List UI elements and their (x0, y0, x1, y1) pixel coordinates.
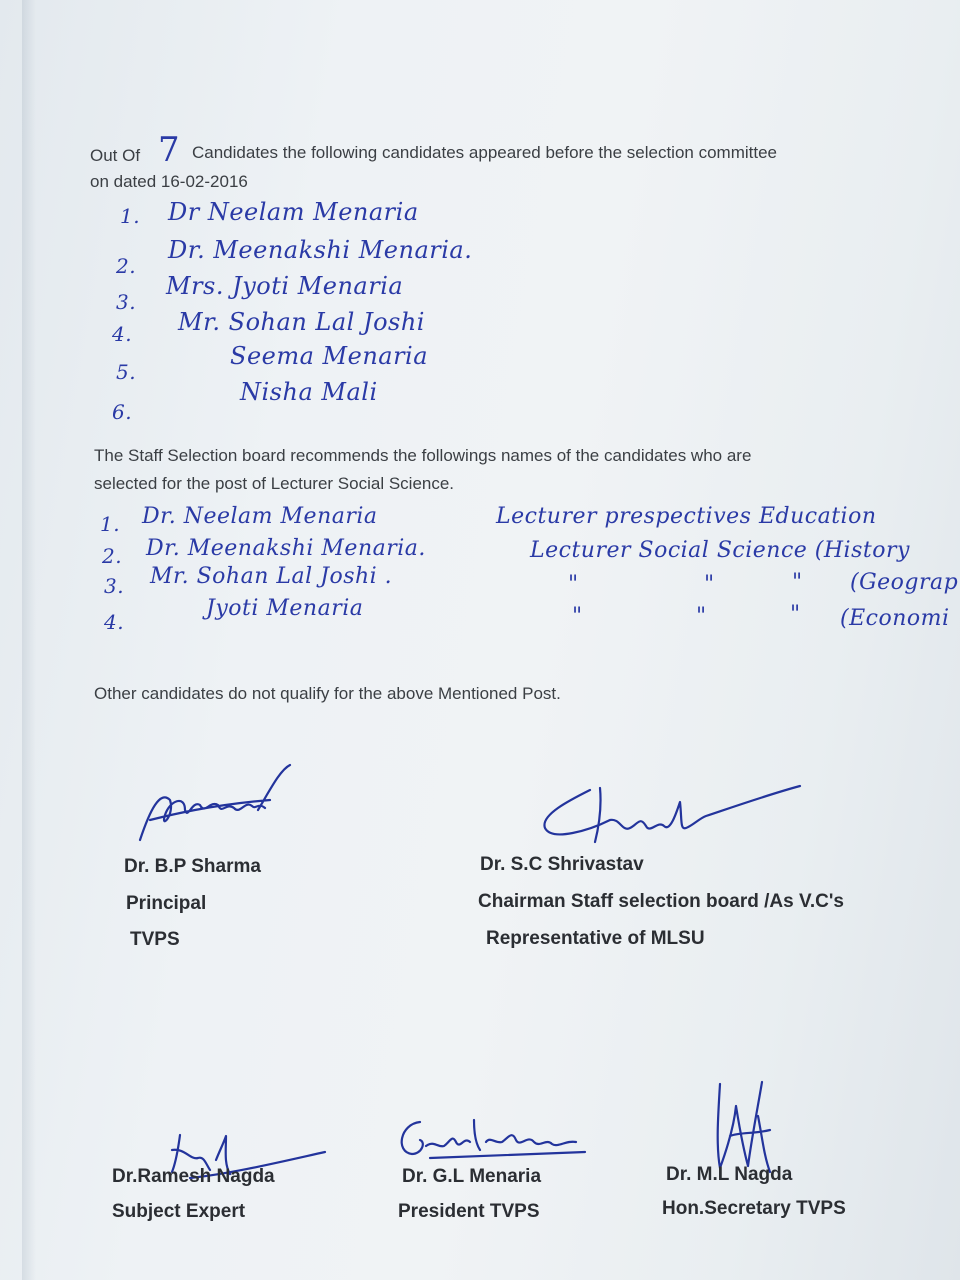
selected-post: (Economi (840, 606, 950, 631)
recommend-line-2: selected for the post of Lecturer Social Science. (94, 474, 455, 493)
list-item-name: Seema Menaria (230, 342, 429, 370)
ditto-mark: " (572, 604, 583, 629)
signature-shrivastav (530, 780, 810, 860)
selected-name: Dr. Neelam Menaria (142, 504, 378, 529)
list-item-number: 2. (102, 544, 123, 568)
signature-gl-menaria (390, 1112, 590, 1172)
list-item-number: 4. (104, 610, 125, 634)
signatory-name-ml-nagda: Dr. M.L Nagda (666, 1164, 793, 1185)
list-item-number: 4. (112, 322, 133, 346)
signatory-role-shrivastav: Chairman Staff selection board /As V.C's (478, 891, 844, 912)
page-fold-shadow (22, 0, 36, 1280)
ditto-mark: " (696, 604, 707, 629)
list-item-name: Dr. Meenakshi Menaria. (168, 236, 473, 264)
signatory-role-sharma: Principal (126, 893, 207, 914)
signatory-name-sharma: Dr. B.P Sharma (124, 856, 261, 877)
selected-name: Dr. Meenakshi Menaria. (146, 536, 426, 561)
intro-date: on dated 16-02-2016 (90, 172, 248, 191)
selected-name: Mr. Sohan Lal Joshi . (150, 564, 393, 589)
signatory-role-ml-nagda: Hon.Secretary TVPS (662, 1198, 846, 1219)
signatory-role-gl-menaria: President TVPS (398, 1201, 540, 1222)
selected-post: Lecturer prespectives Education (496, 504, 877, 529)
ditto-mark: " (792, 570, 803, 595)
signatory-name-gl-menaria: Dr. G.L Menaria (402, 1166, 542, 1187)
list-item-number: 5. (116, 360, 137, 384)
signatory-org-sharma: TVPS (130, 929, 180, 950)
list-item-number: 6. (112, 400, 133, 424)
list-item-number: 1. (100, 512, 121, 536)
candidate-count: 7 (158, 130, 181, 170)
list-item-number: 1. (120, 204, 141, 228)
signatory-org-shrivastav: Representative of MLSU (486, 928, 705, 949)
list-item-number: 3. (104, 574, 125, 598)
ditto-mark: " (704, 572, 715, 597)
list-item-number: 3. (116, 290, 137, 314)
ditto-mark: " (568, 572, 579, 597)
list-item-name: Mr. Sohan Lal Joshi (178, 308, 425, 336)
selected-post: Lecturer Social Science (History (530, 538, 910, 563)
intro-prefix: Out Of (90, 146, 141, 165)
recommend-line-1: The Staff Selection board recommends the followings names of the candidates who are (94, 446, 752, 465)
list-item-name: Mrs. Jyoti Menaria (166, 272, 404, 300)
signatory-name-shrivastav: Dr. S.C Shrivastav (480, 854, 644, 875)
signatory-role-ramesh-nagda: Subject Expert (112, 1201, 246, 1222)
signatory-name-ramesh-nagda: Dr.Ramesh Nagda (112, 1166, 275, 1187)
signature-sharma (130, 760, 300, 860)
selected-post: (Geograp (850, 570, 959, 595)
list-item-number: 2. (116, 254, 137, 278)
intro-text: Candidates the following candidates appeared before the selection committee (192, 143, 777, 162)
list-item-name: Dr Neelam Menaria (168, 198, 419, 226)
other-candidates-note: Other candidates do not qualify for the above Mentioned Post. (94, 684, 561, 703)
list-item-name: Nisha Mali (240, 378, 378, 406)
ditto-mark: " (790, 602, 801, 627)
selected-name: Jyoti Menaria (206, 596, 364, 621)
